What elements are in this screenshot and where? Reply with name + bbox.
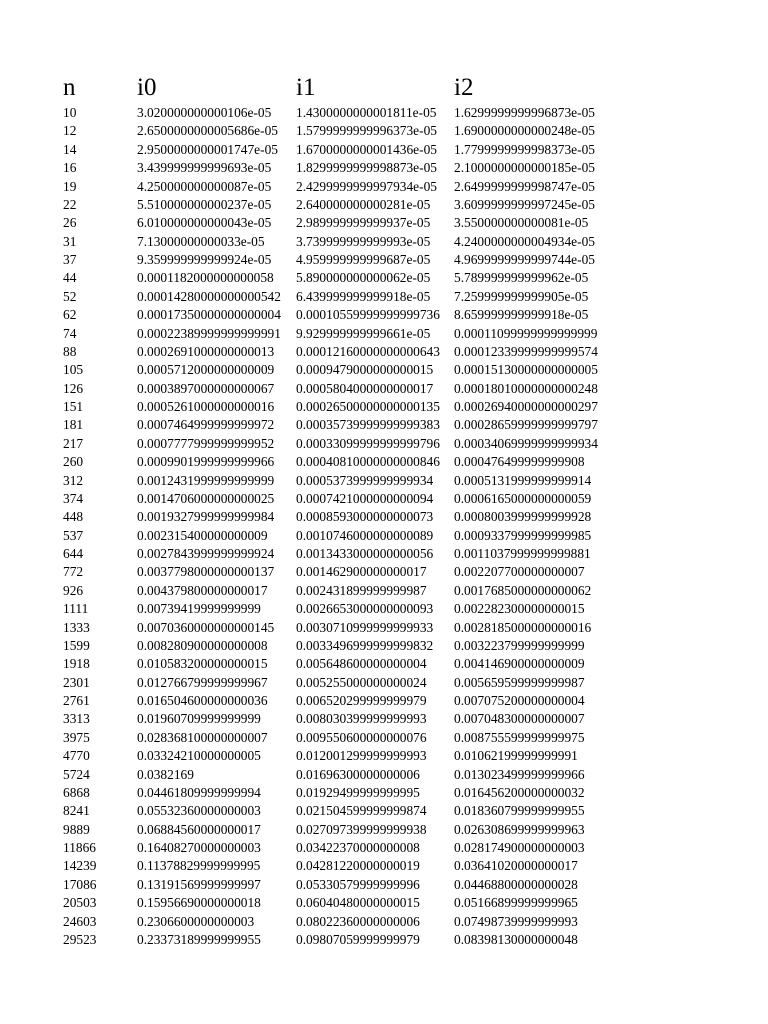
cell-n[interactable]: 151 (63, 399, 84, 414)
cell-n[interactable]: 2301 (63, 674, 90, 690)
cell-i1[interactable]: 0.00026500000000000135 (296, 399, 440, 414)
cell-i1[interactable]: 2.4299999999997934e-05 (296, 178, 437, 194)
cell-i0[interactable]: 0.0009901999999999966 (137, 454, 275, 470)
cell-n[interactable]: 24603 (63, 913, 97, 929)
cell-i1[interactable]: 0.012001299999999993 (296, 748, 427, 764)
table-row (63, 674, 612, 692)
cell-i2[interactable]: 0.05166899999999965 (454, 895, 578, 911)
cell-n[interactable]: 537 (63, 527, 84, 543)
cell-i0[interactable]: 0.05532360000000003 (137, 803, 261, 819)
cell-i2[interactable]: 0.0005131999999999914 (454, 472, 592, 488)
cell-i2[interactable]: 0.00018010000000000248 (454, 380, 598, 396)
cell-i1[interactable]: 0.00035739999999999383 (296, 417, 440, 433)
cell-i1[interactable]: 0.001462900000000017 (296, 564, 427, 580)
cell-i2[interactable]: 0.026308699999999963 (454, 821, 585, 837)
table-row (63, 784, 612, 802)
cell-i2[interactable]: 7.259999999999905e-05 (454, 288, 589, 304)
cell-n[interactable]: 52 (63, 288, 77, 304)
cell-i2[interactable]: 0.028174900000000003 (454, 840, 585, 855)
cell-i0[interactable]: 0.23373189999999955 (137, 931, 261, 947)
table-row (63, 619, 612, 637)
cell-i0[interactable]: 0.0027843999999999924 (137, 546, 275, 561)
table-row (63, 398, 612, 416)
cell-i2[interactable]: 0.002282300000000015 (454, 601, 585, 617)
cell-i2[interactable]: 0.013023499999999966 (454, 766, 585, 782)
cell-i1[interactable]: 6.439999999999918e-05 (296, 288, 431, 304)
cell-i2[interactable]: 4.2400000000004934e-05 (454, 233, 595, 249)
cell-n[interactable]: 44 (63, 270, 77, 286)
cell-i0[interactable]: 0.0003897000000000067 (137, 380, 275, 396)
table-row (63, 508, 612, 526)
column-header-i0[interactable]: i0 (137, 74, 157, 101)
cell-i1[interactable]: 0.04281220000000019 (296, 858, 420, 874)
cell-i2[interactable]: 0.00026940000000000297 (454, 399, 598, 414)
cell-i1[interactable]: 0.0008593000000000073 (296, 509, 434, 525)
cell-i0[interactable]: 0.0382169 (137, 766, 194, 782)
cell-i1[interactable]: 0.0010746000000000089 (296, 527, 434, 543)
cell-i2[interactable]: 0.03641020000000017 (454, 858, 578, 874)
cell-i2[interactable]: 0.007048300000000007 (454, 711, 585, 727)
cell-i1[interactable]: 0.01696300000000006 (296, 766, 420, 782)
cell-n[interactable]: 37 (63, 252, 77, 267)
cell-n[interactable]: 16 (63, 160, 77, 176)
cell-i2[interactable]: 0.00015130000000000005 (454, 362, 598, 378)
table-row (63, 416, 612, 434)
cell-n[interactable]: 31 (63, 233, 77, 249)
cell-i2[interactable]: 0.00012339999999999574 (454, 343, 598, 359)
cell-i2[interactable]: 0.0028185000000000016 (454, 619, 592, 635)
cell-i0[interactable]: 0.0001182000000000058 (137, 270, 274, 286)
cell-i0[interactable]: 6.010000000000043e-05 (137, 215, 272, 231)
column-header-i2[interactable]: i2 (454, 74, 474, 101)
cell-i0[interactable]: 0.03324210000000005 (137, 748, 261, 764)
cell-i1[interactable]: 0.002431899999999987 (296, 582, 427, 598)
table-row (63, 563, 612, 581)
table-row (63, 802, 612, 820)
table-body (63, 104, 612, 949)
cell-i1[interactable]: 0.005648600000000004 (296, 656, 427, 672)
table-row (63, 582, 612, 600)
cell-i0[interactable]: 0.0007464999999999972 (137, 417, 275, 433)
cell-i2[interactable]: 0.0017685000000000062 (454, 582, 592, 598)
table-row (63, 857, 612, 875)
cell-i0[interactable]: 0.0012431999999999999 (137, 472, 275, 488)
cell-i0[interactable]: 0.0005261000000000016 (137, 399, 275, 414)
cell-n[interactable]: 1918 (63, 656, 90, 672)
cell-i1[interactable]: 0.00040810000000000846 (296, 454, 440, 470)
cell-i2[interactable]: 2.1000000000000185e-05 (454, 160, 595, 176)
cell-i2[interactable]: 0.003223799999999999 (454, 637, 585, 653)
cell-i2[interactable]: 0.01062199999999991 (454, 748, 578, 764)
table-row (63, 122, 612, 140)
cell-n[interactable]: 217 (63, 435, 84, 451)
cell-n[interactable]: 448 (63, 509, 84, 525)
cell-i2[interactable]: 5.789999999999962e-05 (454, 270, 589, 286)
cell-n[interactable]: 12 (63, 123, 77, 139)
cell-i1[interactable]: 0.0033496999999999832 (296, 637, 434, 653)
cell-n[interactable]: 62 (63, 307, 77, 323)
cell-i1[interactable]: 0.03422370000000008 (296, 840, 420, 855)
cell-i2[interactable]: 0.002207700000000007 (454, 564, 585, 580)
cell-i1[interactable]: 0.06040480000000015 (296, 895, 420, 911)
table-row (63, 141, 612, 159)
cell-i0[interactable]: 0.012766799999999967 (137, 674, 268, 690)
cell-i0[interactable]: 0.16408270000000003 (137, 840, 261, 855)
cell-i2[interactable]: 0.0008003999999999928 (454, 509, 592, 525)
table-row (63, 766, 612, 784)
table-row (63, 159, 612, 177)
cell-i1[interactable]: 3.739999999999993e-05 (296, 233, 431, 249)
cell-i0[interactable]: 0.00739419999999999 (137, 601, 261, 617)
cell-i1[interactable]: 1.5799999999996373e-05 (296, 123, 437, 139)
cell-i1[interactable]: 0.0026653000000000093 (296, 601, 434, 617)
cell-i0[interactable]: 0.01960709999999999 (137, 711, 261, 727)
table-row (63, 306, 612, 324)
table-row (63, 288, 612, 306)
cell-i1[interactable]: 5.890000000000062e-05 (296, 270, 431, 286)
cell-i1[interactable]: 0.009550600000000076 (296, 729, 427, 745)
cell-i0[interactable]: 0.00022389999999999991 (137, 325, 281, 341)
cell-i1[interactable]: 0.0009479000000000015 (296, 362, 434, 378)
cell-i1[interactable]: 0.0005373999999999934 (296, 472, 434, 488)
cell-n[interactable]: 3313 (63, 711, 90, 727)
cell-i1[interactable]: 0.008030399999999993 (296, 711, 427, 727)
cell-i2[interactable]: 1.7799999999998373e-05 (454, 141, 595, 157)
cell-n[interactable]: 1333 (63, 619, 90, 635)
table-row (63, 472, 612, 490)
spreadsheet (63, 72, 612, 949)
table-row (63, 269, 612, 287)
cell-i0[interactable]: 0.004379800000000017 (137, 582, 268, 598)
table-row (63, 178, 612, 196)
cell-i1[interactable]: 0.00012160000000000643 (296, 343, 440, 359)
table-row (63, 931, 612, 949)
cell-i1[interactable]: 0.0005804000000000017 (296, 380, 434, 396)
cell-i1[interactable]: 0.08022360000000006 (296, 913, 420, 929)
table-row (63, 453, 612, 471)
cell-n[interactable]: 181 (63, 417, 84, 433)
cell-i2[interactable]: 3.6099999999997245e-05 (454, 196, 595, 212)
cell-i2[interactable]: 0.00011099999999999999 (454, 325, 598, 341)
cell-i0[interactable]: 9.359999999999924e-05 (137, 252, 272, 267)
cell-i2[interactable]: 0.08398130000000048 (454, 931, 578, 947)
cell-i1[interactable]: 0.0030710999999999933 (296, 619, 434, 635)
cell-i0[interactable]: 0.2306600000000003 (137, 913, 255, 929)
cell-n[interactable]: 260 (63, 454, 84, 470)
cell-i0[interactable]: 5.510000000000237e-05 (137, 196, 272, 212)
table-row (63, 637, 612, 655)
cell-i0[interactable]: 2.6500000000005686e-05 (137, 123, 278, 139)
cell-i0[interactable]: 0.008280900000000008 (137, 637, 268, 653)
cell-i0[interactable]: 0.06884560000000017 (137, 821, 261, 837)
cell-i1[interactable]: 0.05330579999999996 (296, 876, 420, 892)
cell-n[interactable]: 772 (63, 564, 84, 580)
table-row (63, 527, 612, 545)
table-row (63, 876, 612, 894)
cell-i1[interactable]: 0.00010559999999999736 (296, 307, 440, 323)
cell-i2[interactable]: 0.007075200000000004 (454, 693, 585, 708)
table-row (63, 839, 612, 857)
cell-i0[interactable]: 3.020000000000106e-05 (137, 105, 272, 120)
cell-n[interactable]: 20503 (63, 895, 97, 911)
cell-n[interactable]: 17086 (63, 876, 97, 892)
cell-i2[interactable]: 0.00034069999999999934 (454, 435, 598, 451)
cell-i1[interactable]: 9.929999999999661e-05 (296, 325, 431, 341)
cell-i2[interactable]: 3.550000000000081e-05 (454, 215, 589, 231)
cell-n[interactable]: 5724 (63, 766, 90, 782)
cell-i1[interactable]: 1.4300000000001811e-05 (296, 105, 437, 120)
cell-n[interactable]: 4770 (63, 748, 90, 764)
cell-i0[interactable]: 0.11378829999999995 (137, 858, 261, 874)
cell-i2[interactable]: 0.004146900000000009 (454, 656, 585, 672)
table-row (63, 545, 612, 563)
cell-n[interactable]: 126 (63, 380, 84, 396)
cell-i0[interactable]: 0.0070360000000000145 (137, 619, 275, 635)
cell-i2[interactable]: 0.0009337999999999985 (454, 527, 592, 543)
cell-i0[interactable]: 7.13000000000033e-05 (137, 233, 265, 249)
cell-i2[interactable]: 0.018360799999999955 (454, 803, 585, 819)
table-row (63, 233, 612, 251)
table-row (63, 747, 612, 765)
table-row (63, 343, 612, 361)
table-row (63, 325, 612, 343)
cell-i0[interactable]: 4.250000000000087e-05 (137, 178, 272, 194)
cell-n[interactable]: 6868 (63, 784, 90, 800)
cell-i2[interactable]: 8.659999999999918e-05 (454, 307, 589, 323)
cell-n[interactable]: 1111 (63, 601, 89, 617)
cell-i1[interactable]: 0.005255000000000024 (296, 674, 427, 690)
table-row (63, 821, 612, 839)
cell-n[interactable]: 105 (63, 362, 84, 378)
table-row (63, 600, 612, 618)
table-row (63, 490, 612, 508)
cell-i1[interactable]: 0.006520299999999979 (296, 693, 427, 708)
cell-n[interactable]: 74 (63, 325, 77, 341)
cell-i0[interactable]: 3.439999999999693e-05 (137, 160, 272, 176)
cell-n[interactable]: 1599 (63, 637, 90, 653)
cell-n[interactable]: 26 (63, 215, 77, 231)
cell-i0[interactable]: 0.13191569999999997 (137, 876, 261, 892)
table-row (63, 435, 612, 453)
table-row (63, 196, 612, 214)
table-row (63, 913, 612, 931)
column-header-i1[interactable]: i1 (296, 74, 316, 101)
cell-n[interactable]: 2761 (63, 693, 90, 708)
cell-i0[interactable]: 0.00017350000000000004 (137, 307, 281, 323)
table-row (63, 380, 612, 398)
table-row (63, 710, 612, 728)
cell-n[interactable]: 29523 (63, 931, 97, 947)
cell-n[interactable]: 22 (63, 196, 77, 212)
cell-n[interactable]: 11866 (63, 840, 96, 855)
cell-i1[interactable]: 2.640000000000281e-05 (296, 196, 431, 212)
data-table (63, 72, 612, 949)
cell-i2[interactable]: 0.0011037999999999881 (454, 546, 591, 561)
cell-n[interactable]: 10 (63, 105, 77, 120)
cell-i2[interactable]: 1.6900000000000248e-05 (454, 123, 595, 139)
table-row (63, 655, 612, 673)
cell-n[interactable]: 3975 (63, 729, 90, 745)
cell-i0[interactable]: 0.0019327999999999984 (137, 509, 275, 525)
cell-n[interactable]: 312 (63, 472, 84, 488)
cell-i0[interactable]: 0.028368100000000007 (137, 729, 268, 745)
cell-i2[interactable]: 0.04468800000000028 (454, 876, 578, 892)
cell-i1[interactable]: 0.09807059999999979 (296, 931, 420, 947)
cell-n[interactable]: 8241 (63, 803, 90, 819)
cell-i0[interactable]: 0.0007777999999999952 (137, 435, 275, 451)
cell-n[interactable]: 374 (63, 490, 84, 506)
cell-i0[interactable]: 0.0002691000000000013 (137, 343, 275, 359)
cell-i1[interactable]: 0.0007421000000000094 (296, 490, 434, 506)
cell-i0[interactable]: 0.0005712000000000009 (137, 362, 275, 378)
cell-n[interactable]: 644 (63, 546, 84, 561)
cell-i1[interactable]: 0.00033099999999999796 (296, 435, 440, 451)
cell-i2[interactable]: 0.0006165000000000059 (454, 490, 592, 506)
header-row (63, 72, 612, 104)
cell-i1[interactable]: 1.8299999999998873e-05 (296, 160, 437, 176)
cell-i0[interactable]: 2.9500000000001747e-05 (137, 141, 278, 157)
cell-n[interactable]: 9889 (63, 821, 90, 837)
cell-i2[interactable]: 0.000476499999999908 (454, 454, 585, 470)
cell-i1[interactable]: 0.027097399999999938 (296, 821, 427, 837)
cell-i0[interactable]: 0.016504600000000036 (137, 693, 268, 708)
cell-i2[interactable]: 0.008755599999999975 (454, 729, 585, 745)
cell-i2[interactable]: 0.005659599999999987 (454, 674, 585, 690)
table-row (63, 692, 612, 710)
cell-i0[interactable]: 0.0037798000000000137 (137, 564, 275, 580)
cell-i1[interactable]: 1.6700000000001436e-05 (296, 141, 437, 157)
cell-i1[interactable]: 0.0013433000000000056 (296, 546, 434, 561)
cell-i2[interactable]: 2.6499999999998747e-05 (454, 178, 595, 194)
cell-i1[interactable]: 0.021504599999999874 (296, 803, 427, 819)
table-row (63, 361, 612, 379)
cell-i0[interactable]: 0.00014280000000000542 (137, 288, 281, 304)
cell-i2[interactable]: 0.00028659999999999797 (454, 417, 598, 433)
cell-i0[interactable]: 0.010583200000000015 (137, 656, 268, 672)
cell-i0[interactable]: 0.0014706000000000025 (137, 490, 275, 506)
cell-i1[interactable]: 0.01929499999999995 (296, 784, 420, 800)
table-row (63, 214, 612, 232)
cell-i0[interactable]: 0.15956690000000018 (137, 895, 261, 911)
cell-i1[interactable]: 2.989999999999937e-05 (296, 215, 431, 231)
cell-n[interactable]: 88 (63, 343, 77, 359)
table-row (63, 251, 612, 269)
cell-n[interactable]: 19 (63, 178, 77, 194)
table-row (63, 104, 612, 122)
cell-n[interactable]: 14 (63, 141, 77, 157)
column-header-n[interactable]: n (63, 74, 76, 101)
cell-n[interactable]: 926 (63, 582, 84, 598)
cell-i1[interactable]: 4.959999999999687e-05 (296, 252, 431, 267)
cell-i2[interactable]: 0.07498739999999993 (454, 913, 578, 929)
cell-i2[interactable]: 4.9699999999999744e-05 (454, 252, 595, 267)
table-row (63, 729, 612, 747)
cell-i0[interactable]: 0.002315400000000009 (137, 527, 268, 543)
cell-i2[interactable]: 1.6299999999996873e-05 (454, 105, 595, 120)
cell-n[interactable]: 14239 (63, 858, 97, 874)
cell-i2[interactable]: 0.016456200000000032 (454, 784, 585, 800)
cell-i0[interactable]: 0.04461809999999994 (137, 784, 261, 800)
table-row (63, 894, 612, 912)
